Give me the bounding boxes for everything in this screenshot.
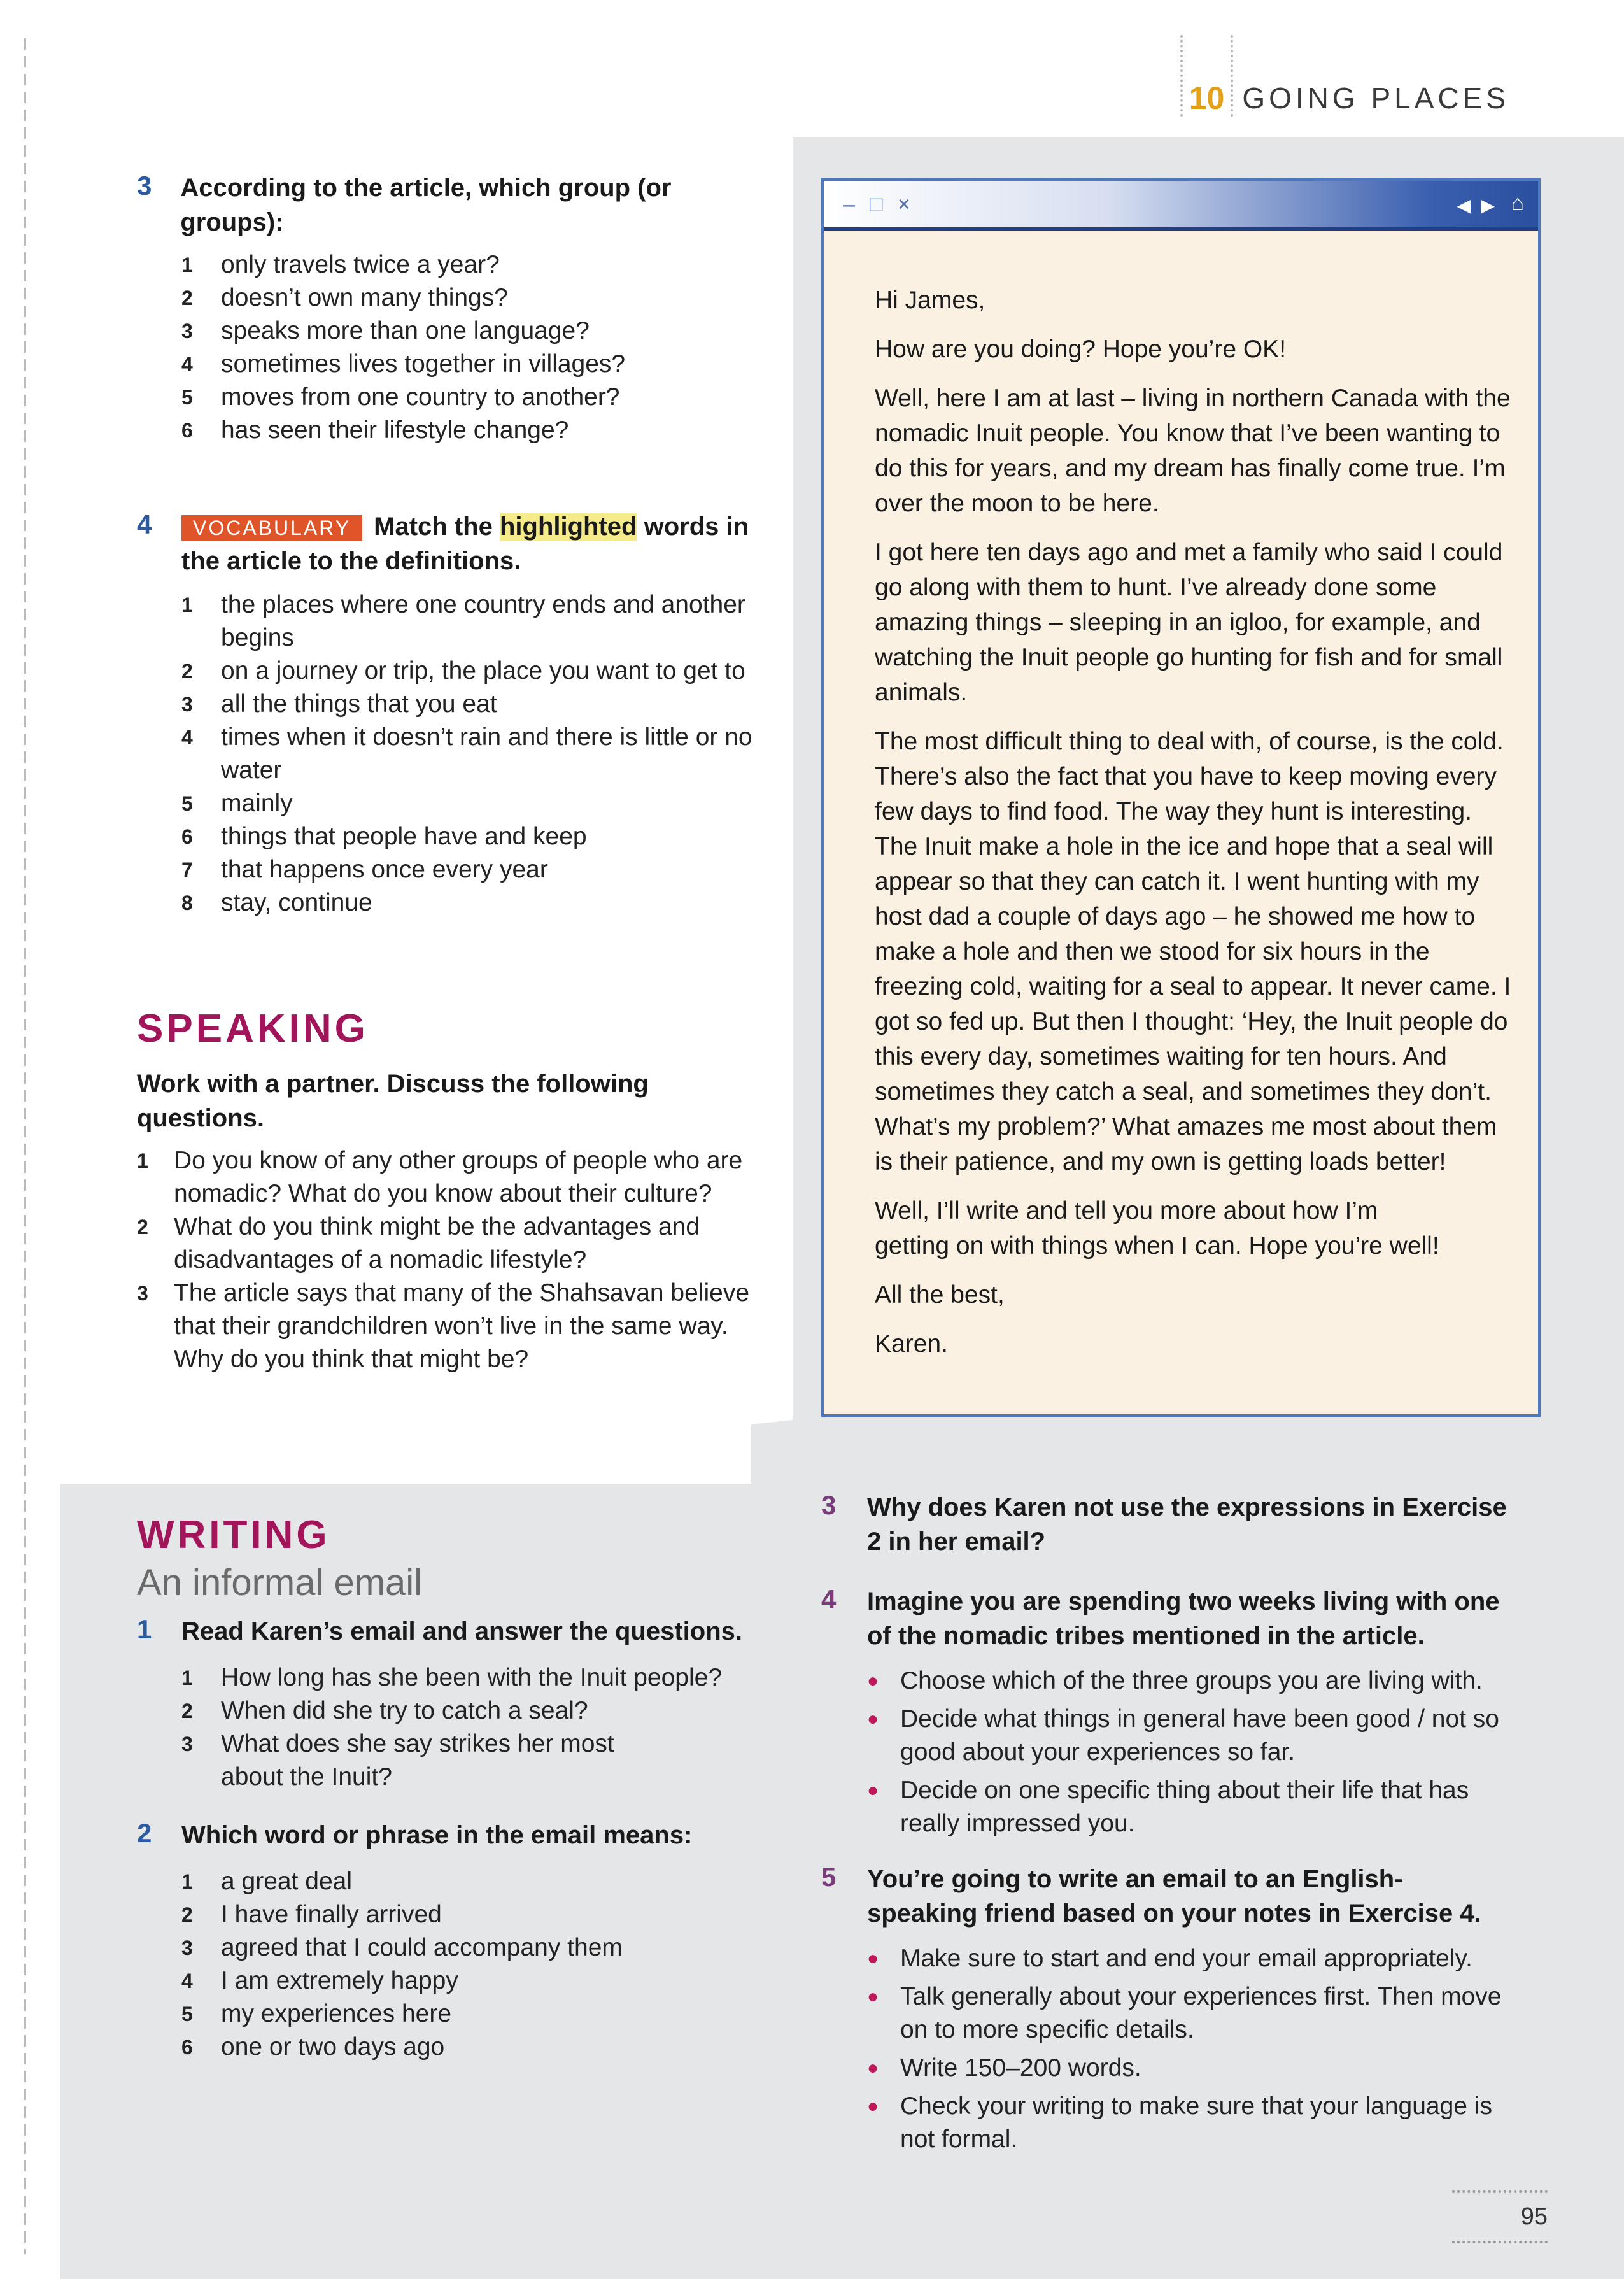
item-text: What do you think might be the advantages and disadvantages of a nomadic lifestyle? bbox=[174, 1213, 700, 1274]
exercise-3-list bbox=[181, 248, 767, 447]
list-item bbox=[181, 588, 761, 655]
item-number: 6 bbox=[181, 825, 193, 848]
list-item bbox=[181, 820, 761, 853]
bullet-icon: ● bbox=[867, 1986, 879, 2007]
forward-arrow-icon[interactable]: ▶ bbox=[1481, 195, 1495, 215]
item-text: speaks more than one language? bbox=[221, 317, 590, 344]
writing-heading: WRITING bbox=[137, 1513, 330, 1557]
email-paragraph: Karen. bbox=[875, 1330, 948, 1358]
speaking-instruction: Work with a partner. Discuss the following questions. bbox=[137, 1070, 649, 1132]
item-text: my experiences here bbox=[221, 2000, 452, 2027]
bullet-text: Check your writing to make sure that your language is not formal. bbox=[900, 2092, 1492, 2153]
item-number: 5 bbox=[181, 386, 193, 409]
exercise-question: You’re going to write an email to an English-speaking friend based on your notes in Exercise 4. bbox=[867, 1865, 1481, 1928]
right-exercise-4 bbox=[821, 1584, 1509, 1653]
speaking-heading: SPEAKING bbox=[137, 1007, 369, 1051]
list-item bbox=[181, 1964, 773, 1998]
question-part-1: Match the bbox=[374, 513, 493, 541]
list-item bbox=[181, 688, 761, 721]
list-item bbox=[181, 886, 761, 919]
list-item bbox=[181, 315, 767, 348]
speaking-list bbox=[137, 1144, 761, 1376]
bullet-item bbox=[867, 2052, 1509, 2085]
list-item bbox=[181, 1694, 735, 1728]
speaking-section bbox=[137, 1006, 761, 1376]
left-margin-rule bbox=[24, 38, 26, 2254]
item-number: 4 bbox=[181, 353, 193, 376]
home-icon[interactable]: ⌂ bbox=[1511, 191, 1524, 215]
exercise-number: 3 bbox=[821, 1490, 837, 1520]
item-number: 2 bbox=[181, 287, 193, 309]
bullet-text: Talk generally about your experiences first. Then move on to more specific details. bbox=[900, 1983, 1502, 2043]
writing-ex1-list bbox=[181, 1661, 735, 1794]
unit-header bbox=[1180, 35, 1509, 118]
item-number: 3 bbox=[181, 320, 193, 343]
item-number: 2 bbox=[181, 1903, 193, 1926]
item-number: 4 bbox=[181, 1970, 193, 1992]
item-text: one or two days ago bbox=[221, 2033, 445, 2061]
bullet-text: Decide what things in general have been good / not so good about your experiences so far. bbox=[900, 1705, 1499, 1766]
right-exercise-5 bbox=[821, 1862, 1509, 1931]
item-text: How long has she been with the Inuit people? bbox=[221, 1664, 723, 1691]
item-number: 4 bbox=[181, 726, 193, 749]
list-item bbox=[181, 281, 767, 315]
item-number: 3 bbox=[181, 693, 193, 716]
bullet-icon: ● bbox=[867, 2057, 879, 2078]
exercise-number: 2 bbox=[137, 1818, 152, 1848]
exercise-question: Read Karen’s email and answer the questions. bbox=[181, 1617, 743, 1645]
minimize-icon[interactable]: – bbox=[843, 192, 855, 217]
list-item bbox=[181, 348, 767, 381]
item-number: 1 bbox=[181, 1870, 193, 1893]
bullet-text: Choose which of the three groups you are living with. bbox=[900, 1667, 1483, 1694]
item-text: The article says that many of the Shahsavan believe that their grandchildren won’t live in the same way. Why do you think that might be? bbox=[174, 1279, 750, 1373]
exercise-3-left bbox=[137, 171, 767, 447]
bullet-item bbox=[867, 1942, 1509, 1975]
item-text: Do you know of any other groups of people who are nomadic? What do you know about their culture? bbox=[174, 1147, 743, 1207]
bullet-item bbox=[867, 1980, 1509, 2047]
bullet-text: Decide on one specific thing about their life that has really impressed you. bbox=[900, 1777, 1469, 1837]
list-item bbox=[181, 381, 767, 414]
list-item bbox=[181, 1998, 773, 2031]
exercise-4-left bbox=[137, 509, 767, 919]
right-ex5-bullets bbox=[867, 1942, 1509, 2156]
right-ex4-bullets bbox=[867, 1665, 1509, 1840]
email-paragraph: All the best, bbox=[875, 1281, 1005, 1309]
item-number: 7 bbox=[181, 858, 193, 881]
exercise-number: 5 bbox=[821, 1862, 837, 1892]
email-body bbox=[875, 283, 1511, 1375]
bullet-text: Make sure to start and end your email appropriately. bbox=[900, 1945, 1472, 1972]
item-text: all the things that you eat bbox=[221, 690, 497, 718]
email-title-bar bbox=[824, 181, 1538, 231]
list-item bbox=[181, 787, 761, 820]
bullet-item bbox=[867, 1774, 1509, 1840]
exercise-number: 4 bbox=[821, 1584, 837, 1614]
item-number: 2 bbox=[137, 1216, 148, 1239]
email-window bbox=[821, 178, 1541, 1417]
item-text: I have finally arrived bbox=[221, 1901, 442, 1928]
email-paragraph: Well, here I am at last – living in northern Canada with the nomadic Inuit people. You know that I’ve been wanting to do this for years, and my dream has finally come true. I’m over the moon to be here. bbox=[875, 385, 1511, 517]
list-item bbox=[181, 1728, 665, 1794]
list-item bbox=[181, 721, 761, 787]
right-exercises bbox=[821, 1490, 1509, 2161]
item-number: 2 bbox=[181, 1700, 193, 1722]
item-number: 6 bbox=[181, 2036, 193, 2059]
exercise-question: Imagine you are spending two weeks living with one of the nomadic tribes mentioned in the article. bbox=[867, 1587, 1500, 1650]
list-item bbox=[181, 414, 767, 447]
item-text: things that people have and keep bbox=[221, 823, 587, 850]
bullet-icon: ● bbox=[867, 1670, 879, 1691]
item-number: 5 bbox=[181, 792, 193, 815]
item-number: 3 bbox=[181, 1733, 193, 1756]
item-text: the places where one country ends and another begins bbox=[221, 591, 745, 651]
item-text: sometimes lives together in villages? bbox=[221, 350, 626, 378]
bullet-icon: ● bbox=[867, 1780, 879, 1801]
item-text: only travels twice a year? bbox=[221, 251, 500, 278]
item-number: 3 bbox=[137, 1282, 148, 1305]
item-number: 1 bbox=[181, 593, 193, 616]
exercise-question: Why does Karen not use the expressions in Exercise 2 in her email? bbox=[867, 1493, 1507, 1556]
item-text: agreed that I could accompany them bbox=[221, 1934, 623, 1961]
item-number: 1 bbox=[181, 253, 193, 276]
exercise-question: According to the article, which group (or groups): bbox=[180, 174, 672, 236]
highlighted-word: highlighted bbox=[499, 513, 637, 541]
bullet-icon: ● bbox=[867, 1708, 879, 1729]
list-item bbox=[181, 248, 767, 281]
writing-section bbox=[137, 1512, 773, 2064]
unit-number: 10 bbox=[1180, 35, 1234, 117]
list-item bbox=[137, 1277, 761, 1376]
list-item bbox=[181, 2031, 773, 2064]
back-arrow-icon[interactable]: ◀ bbox=[1457, 195, 1471, 215]
list-item bbox=[181, 1898, 773, 1931]
email-paragraph: How are you doing? Hope you’re OK! bbox=[875, 336, 1287, 363]
email-paragraph: I got here ten days ago and met a family who said I could go along with them to hunt. I’ve already done some amazing things – sleeping in an igloo, for example, and watching the Inuit people go hunting for fish and for small animals. bbox=[875, 539, 1503, 706]
item-number: 8 bbox=[181, 891, 193, 914]
exercise-number: 4 bbox=[137, 509, 152, 539]
item-number: 6 bbox=[181, 419, 193, 442]
maximize-icon[interactable]: □ bbox=[870, 192, 883, 217]
unit-title: GOING PLACES bbox=[1242, 82, 1509, 115]
item-text: a great deal bbox=[221, 1868, 352, 1895]
item-number: 1 bbox=[181, 1666, 193, 1689]
right-exercise-3 bbox=[821, 1490, 1509, 1559]
list-item bbox=[137, 1210, 761, 1277]
bullet-icon: ● bbox=[867, 2096, 879, 2117]
list-item bbox=[181, 1931, 773, 1964]
item-text: stay, continue bbox=[221, 889, 372, 916]
bullet-item bbox=[867, 1703, 1509, 1769]
exercise-number: 3 bbox=[137, 171, 152, 201]
item-text: What does she say strikes her most about the Inuit? bbox=[221, 1730, 614, 1791]
item-text: I am extremely happy bbox=[221, 1967, 458, 1994]
email-paragraph: Well, I’ll write and tell you more about how I’m getting on with things when I can. Hope you’re well! bbox=[875, 1197, 1439, 1260]
writing-ex2-list bbox=[181, 1865, 773, 2064]
item-text: has seen their lifestyle change? bbox=[221, 416, 569, 444]
bullet-item bbox=[867, 2090, 1509, 2156]
page-number: 95 bbox=[1452, 2190, 1548, 2243]
email-paragraph: Hi James, bbox=[875, 287, 985, 314]
exercise-question: Which word or phrase in the email means: bbox=[181, 1821, 693, 1849]
exercise-number: 1 bbox=[137, 1614, 152, 1644]
bullet-text: Write 150–200 words. bbox=[900, 2054, 1141, 2082]
close-icon[interactable]: × bbox=[898, 192, 910, 217]
vocabulary-badge: VOCABULARY bbox=[181, 515, 362, 541]
bullet-icon: ● bbox=[867, 1948, 879, 1969]
list-item bbox=[181, 1661, 735, 1694]
list-item bbox=[181, 1865, 773, 1898]
item-number: 2 bbox=[181, 660, 193, 683]
item-text: on a journey or trip, the place you want to get to bbox=[221, 657, 745, 685]
bullet-item bbox=[867, 1665, 1509, 1698]
list-item bbox=[181, 655, 761, 688]
item-number: 5 bbox=[181, 2003, 193, 2026]
question-part-2: words in the article to the definitions. bbox=[181, 513, 749, 575]
writing-subheading: An informal email bbox=[137, 1562, 423, 1603]
item-text: doesn’t own many things? bbox=[221, 284, 508, 311]
item-number: 3 bbox=[181, 1936, 193, 1959]
list-item bbox=[137, 1144, 761, 1210]
item-text: When did she try to catch a seal? bbox=[221, 1697, 588, 1724]
item-number: 1 bbox=[137, 1149, 148, 1172]
list-item bbox=[181, 853, 761, 886]
item-text: times when it doesn’t rain and there is little or no water bbox=[221, 723, 752, 784]
item-text: that happens once every year bbox=[221, 856, 548, 883]
exercise-4-list bbox=[181, 588, 761, 919]
item-text: moves from one country to another? bbox=[221, 383, 620, 411]
email-paragraph: The most difficult thing to deal with, of course, is the cold. There’s also the fact that you have to keep moving every few days to find food. The way they hunt is interesting. The Inuit make a hole in the ice and hope that a seal will appear so that they can catch it. I went hunting with my host dad a couple of days ago – he showed me how to make a hole and then we stood for six hours in the freezing cold, waiting for a seal to appear. It never came. I got so fed up. But then I thought: ‘Hey, the Inuit people do this every day, sometimes waiting for ten hours. And sometimes they catch a seal, and sometimes they don’t. What’s my problem?’ What amazes me most about them is their patience, and my own is getting loads better! bbox=[875, 728, 1511, 1175]
item-text: mainly bbox=[221, 790, 293, 817]
